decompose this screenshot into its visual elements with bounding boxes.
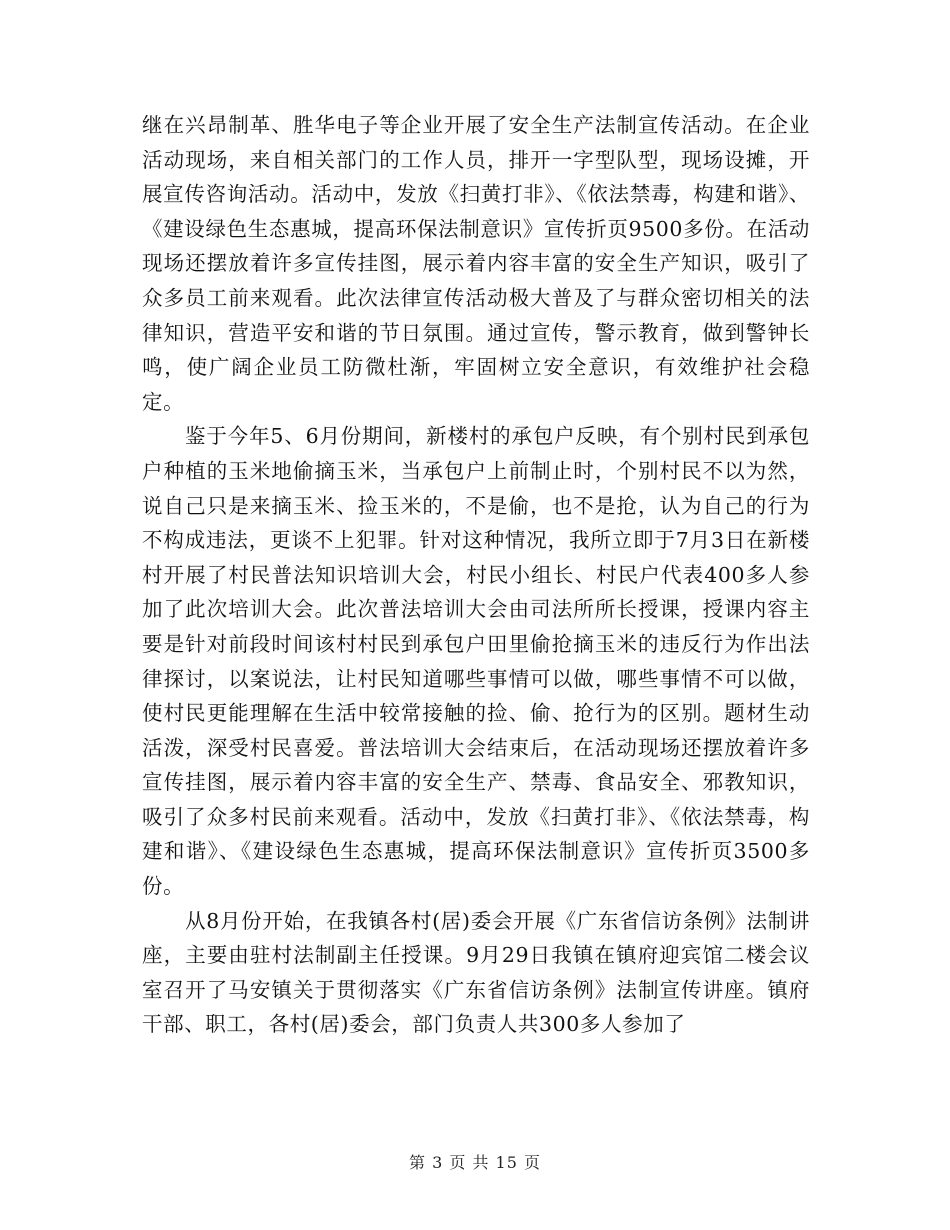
paragraph-1: 继在兴昂制革、胜华电子等企业开展了安全生产法制宣传活动。在企业活动现场，来自相关部门的工作人员，排开一字型队型，现场设摊，开展宣传咨询活动。活动中，发放《扫黄打非》、《依法禁毒，构建和谐》、《建设绿色生态惠城，提高环保法制意识》宣传折页9500多份。在活动现场还摆放着许多宣传挂图，展示着内容丰富的安全生产知识，吸引了众多员工前来观看。此次法律宣传活动极大普及了与群众密切相关的法律知识，营造平安和谐的节日氛围。通过宣传，警示教育，做到警钟长鸣，使广阔企业员工防微杜渐，牢固树立安全意识，有效维护社会稳定。 [142,113,810,414]
page-number-label: 第 3 页 共 15 页 [409,1153,541,1172]
paragraph-3: 从8月份开始，在我镇各村(居)委会开展《广东省信访条例》法制讲座，主要由驻村法制副主任授课。9月29日我镇在镇府迎宾馆二楼会议室召开了马安镇关于贯彻落实《广东省信访条例》法制宣传讲座。镇府干部、职工，各村(居)委会，部门负责人共300多人参加了 [142,908,810,1037]
document-body [142,108,810,1042]
paragraph-2: 鉴于今年5、6月份期间，新楼村的承包户反映，有个别村民到承包户种植的玉米地偷摘玉米，当承包户上前制止时，个别村民不以为然，说自己只是来摘玉米、捡玉米的，不是偷，也不是抢，认为自己的行为不构成违法，更谈不上犯罪。针对这种情况，我所立即于7月3日在新楼村开展了村民普法知识培训大会，村民小组长、村民户代表400多人参加了此次培训大会。此次普法培训大会由司法所所长授课，授课内容主要是针对前段时间该村村民到承包户田里偷抢摘玉米的违反行为作出法律探讨，以案说法，让村民知道哪些事情可以做，哪些事情不可以做，使村民更能理解在生活中较常接触的捡、偷、抢行为的区别。题材生动活泼，深受村民喜爱。普法培训大会结束后，在活动现场还摆放着许多宣传挂图，展示着内容丰富的安全生产、禁毒、食品安全、邪教知识，吸引了众多村民前来观看。活动中，发放《扫黄打非》、《依法禁毒，构建和谐》、《建设绿色生态惠城，提高环保法制意识》宣传折页3500多份。 [142,424,810,899]
page-footer [0,1150,950,1173]
